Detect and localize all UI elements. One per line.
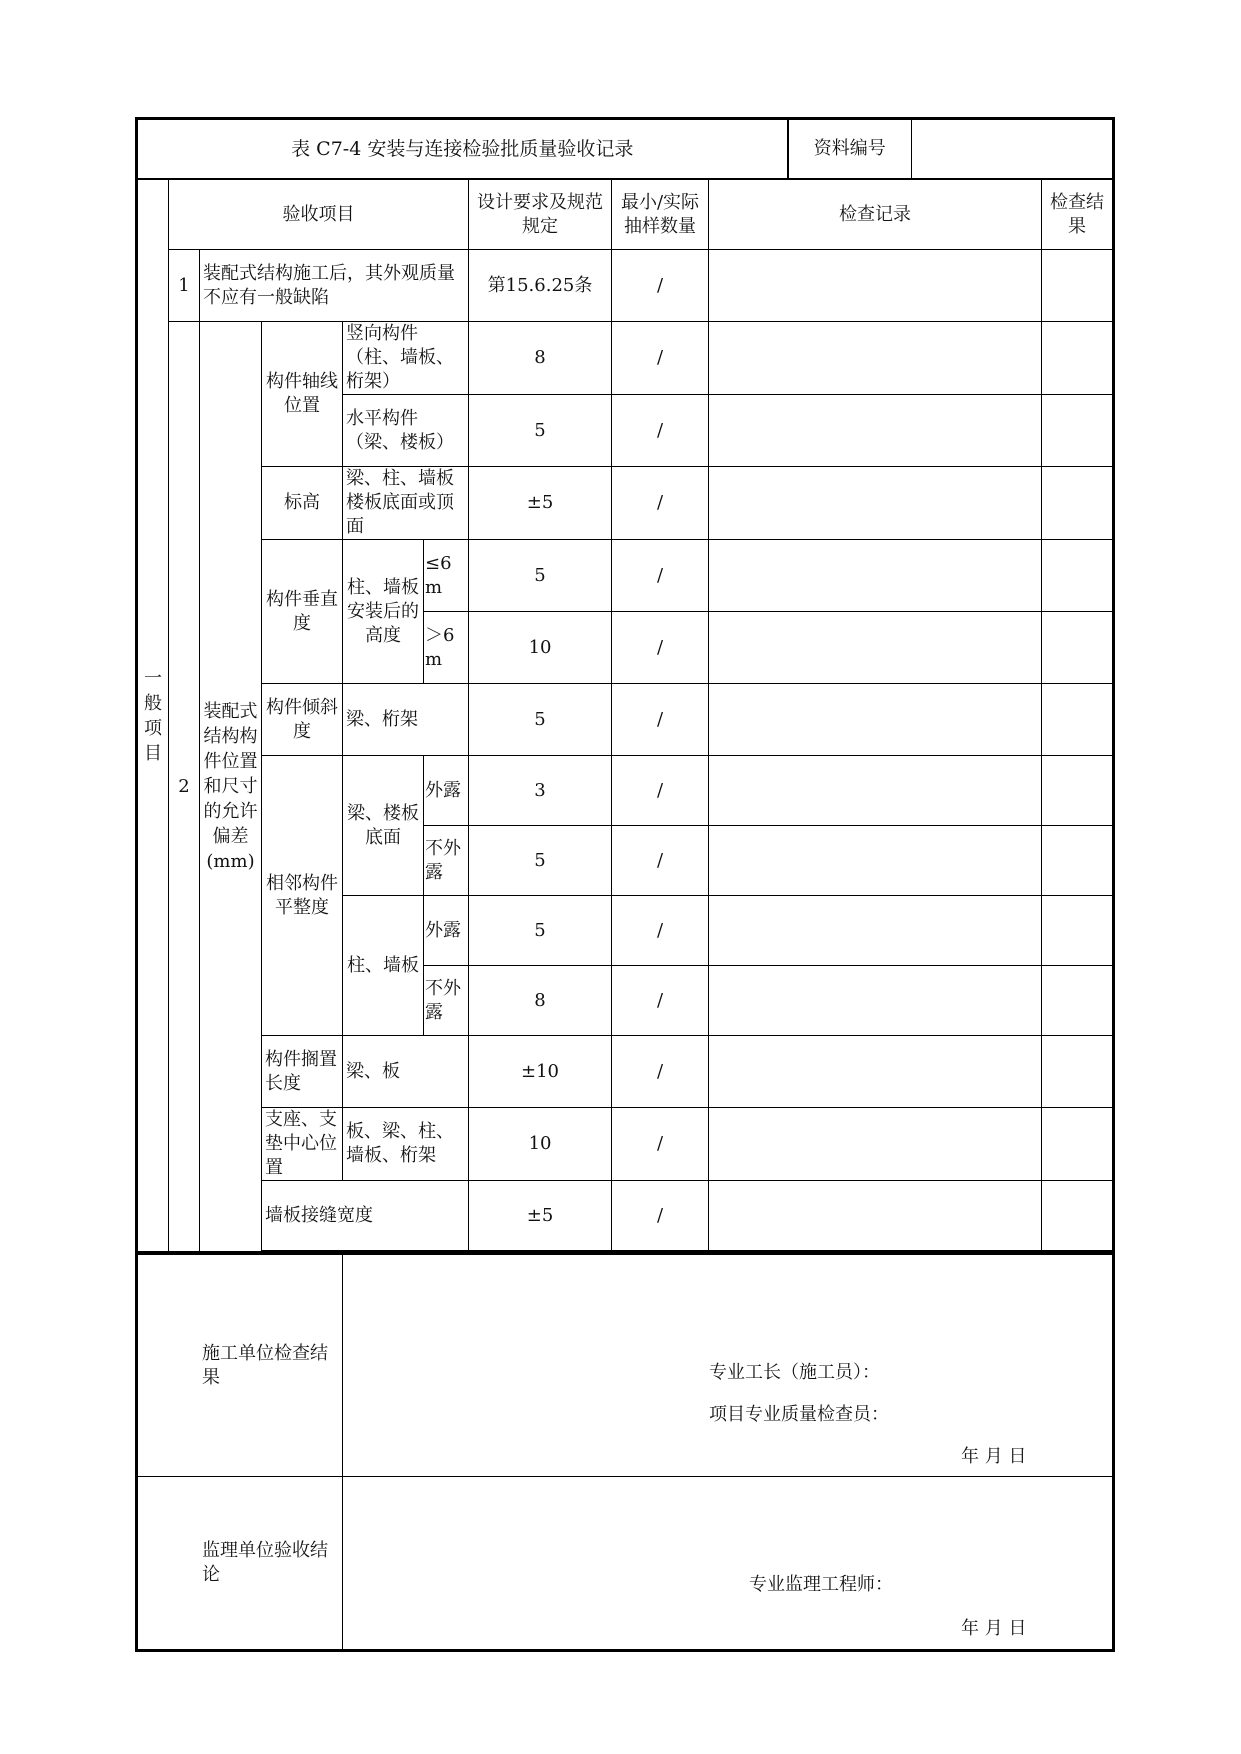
sub-item-label: 构件倾斜度 [262,684,343,756]
sub-item-desc: 梁、板 [343,1036,469,1108]
condition: 外露 [424,756,469,826]
sub-item-label: 构件轴线位置 [262,322,343,467]
section-label: 一般项目 [144,667,162,764]
record-cell[interactable] [709,612,1042,684]
condition: 不外露 [424,826,469,896]
result-cell[interactable] [1042,540,1114,612]
result-cell[interactable] [1042,395,1114,467]
sample-count[interactable]: / [612,467,709,540]
col-header-record: 检查记录 [709,180,1042,250]
doc-no-label: 资料编号 [788,119,912,179]
sample-count[interactable]: / [612,322,709,395]
sub-item-desc: 柱、墙板 [343,896,424,1036]
result-cell[interactable] [1042,756,1114,826]
item-desc: 装配式结构施工后，其外观质量不应有一般缺陷 [200,250,469,322]
sub-item-label: 支座、支垫中心位置 [262,1108,343,1181]
design-value: 8 [469,966,612,1036]
sub-item-desc: 梁、柱、墙板楼板底面或顶面 [343,467,469,540]
design-value: 第15.6.25条 [469,250,612,322]
condition: 外露 [424,896,469,966]
record-cell[interactable] [709,896,1042,966]
item-number: 2 [169,322,200,1253]
col-header-result: 检查结果 [1042,180,1114,250]
design-value: 5 [469,684,612,756]
condition: 不外露 [424,966,469,1036]
sample-count[interactable]: / [612,1036,709,1108]
engineer-label: 专业监理工程师： [749,1574,893,1595]
result-cell[interactable] [1042,322,1114,395]
record-cell[interactable] [709,395,1042,467]
design-value: 5 [469,826,612,896]
sub-item-label: 标高 [262,467,343,540]
sub-item-desc: 水平构件（梁、楼板） [343,395,469,467]
result-cell[interactable] [1042,612,1114,684]
sub-item-desc: 梁、楼板底面 [343,756,424,896]
result-cell[interactable] [1042,1036,1114,1108]
design-value: 3 [469,756,612,826]
sub-item-label: 相邻构件平整度 [262,756,343,1036]
result-cell[interactable] [1042,826,1114,896]
col-header-design: 设计要求及规范规定 [469,180,612,250]
design-value: 10 [469,1108,612,1181]
signature-table [135,1254,1115,1652]
item-number: 1 [169,250,200,322]
sub-item-desc: 梁、桁架 [343,684,469,756]
sample-count[interactable]: / [612,1108,709,1181]
design-value: 5 [469,395,612,467]
record-cell[interactable] [709,1181,1042,1251]
group-label: 装配式结构构件位置和尺寸的允许偏差(mm) [200,322,262,1253]
record-cell[interactable] [709,540,1042,612]
contractor-label: 施工单位检查结果 [137,1255,343,1477]
sub-item-desc: 柱、墙板安装后的高度 [343,540,424,684]
sub-item-label: 构件垂直度 [262,540,343,684]
title-table [135,117,1115,179]
sub-item-desc: 板、梁、柱、墙板、桁架 [343,1108,469,1181]
result-cell[interactable] [1042,1108,1114,1181]
design-value: ±5 [469,1181,612,1251]
sample-count[interactable]: / [612,612,709,684]
design-value: 5 [469,896,612,966]
sample-count[interactable]: / [612,826,709,896]
supervisor-date: 年 月 日 [961,1618,1027,1639]
result-cell[interactable] [1042,966,1114,1036]
sample-count[interactable]: / [612,395,709,467]
record-cell[interactable] [709,250,1042,322]
result-cell[interactable] [1042,467,1114,540]
condition: ≤6m [424,540,469,612]
record-cell[interactable] [709,1036,1042,1108]
doc-no-value[interactable] [912,119,1114,179]
inspection-record-sheet [135,117,1112,1652]
sample-count[interactable]: / [612,756,709,826]
record-cell[interactable] [709,966,1042,1036]
col-header-sample: 最小/实际抽样数量 [612,180,709,250]
result-cell[interactable] [1042,684,1114,756]
sub-item-desc: 竖向构件（柱、墙板、桁架） [343,322,469,395]
supervisor-label: 监理单位验收结论 [137,1477,343,1651]
result-cell[interactable] [1042,1181,1114,1251]
sub-item-label: 墙板接缝宽度 [262,1181,469,1251]
form-title: 表 C7-4 安装与连接检验批质量验收记录 [137,119,788,179]
sample-count[interactable]: / [612,250,709,322]
condition: ＞6m [424,612,469,684]
result-cell[interactable] [1042,896,1114,966]
design-value: 8 [469,322,612,395]
record-cell[interactable] [709,322,1042,395]
inspector-label: 项目专业质量检查员： [709,1404,889,1425]
sample-count[interactable]: / [612,1181,709,1251]
design-value: 5 [469,540,612,612]
contractor-date: 年 月 日 [961,1446,1027,1467]
supervisor-sign-area[interactable] [343,1477,1114,1651]
sample-count[interactable]: / [612,966,709,1036]
inspection-table [135,179,1115,1254]
design-value: ±5 [469,467,612,540]
design-value: ±10 [469,1036,612,1108]
col-header-item: 验收项目 [169,180,469,250]
sample-count[interactable]: / [612,540,709,612]
result-cell[interactable] [1042,250,1114,322]
record-cell[interactable] [709,467,1042,540]
section-general-items [137,180,169,1253]
contractor-sign-area[interactable] [343,1255,1114,1477]
sub-item-label: 构件搁置长度 [262,1036,343,1108]
record-cell[interactable] [709,684,1042,756]
sample-count[interactable]: / [612,896,709,966]
foreman-label: 专业工长（施工员）： [709,1362,880,1383]
record-cell[interactable] [709,1108,1042,1181]
design-value: 10 [469,612,612,684]
record-cell[interactable] [709,826,1042,896]
sample-count[interactable]: / [612,684,709,756]
record-cell[interactable] [709,756,1042,826]
